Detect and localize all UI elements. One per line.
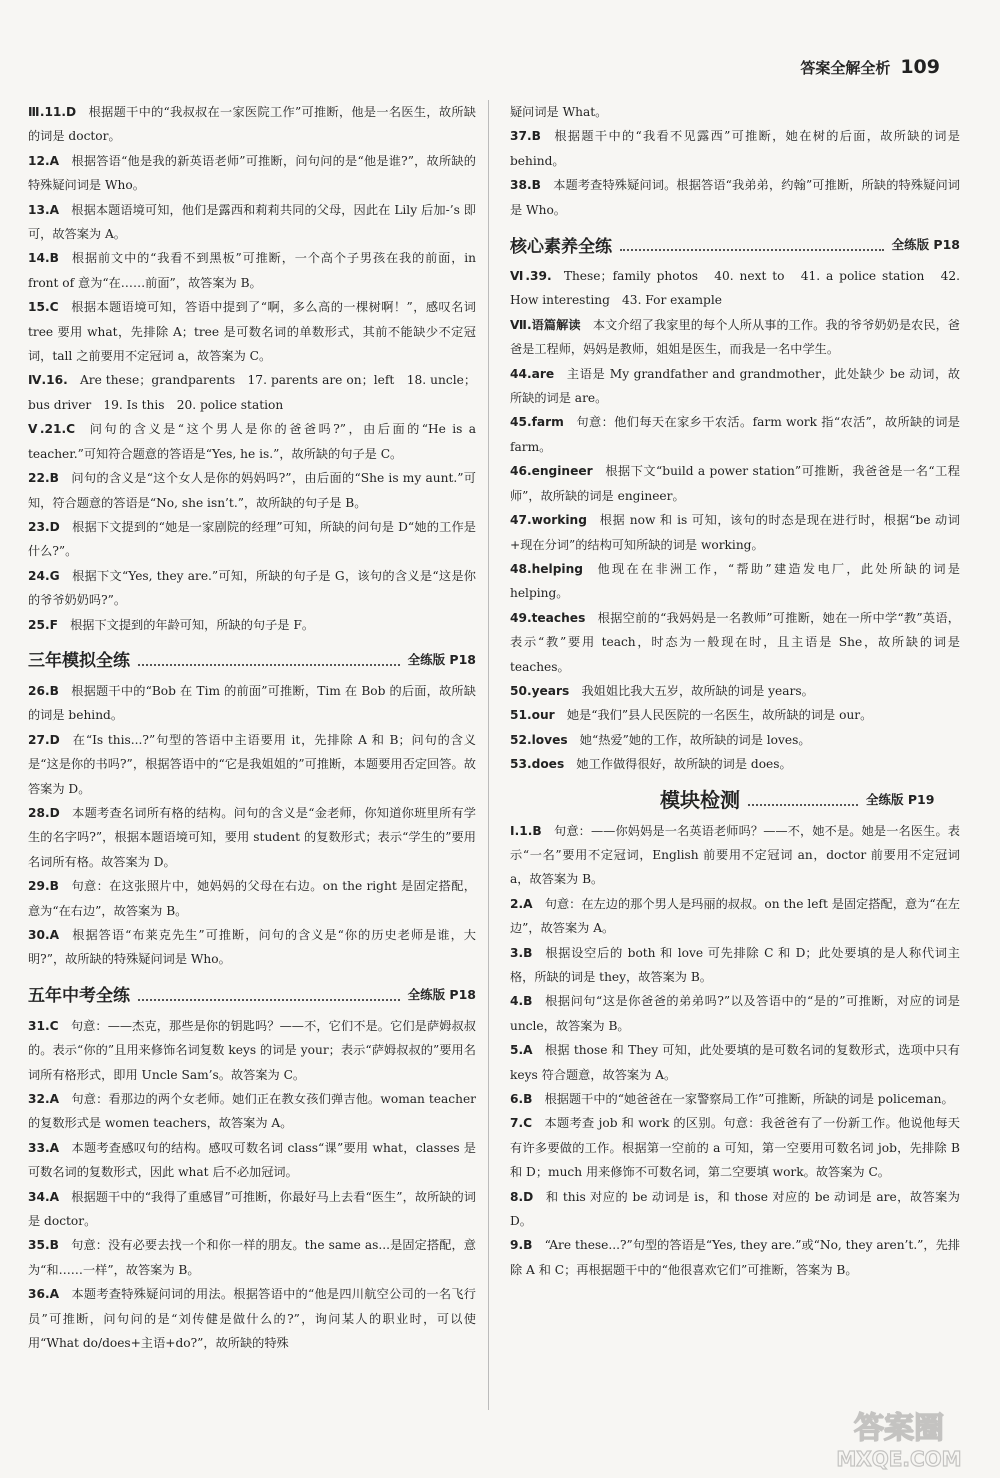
answer-explanation: 她是“我们”县人民医院的一名医生，故所缺的词是 our。: [566, 708, 873, 723]
dotted-leader: [748, 792, 858, 806]
answer-explanation: 本题考查 job 和 work 的区别。句意：我爸爸有了一份新工作。他说他每天有许多要做的工作。根据第一空前的 a 可知，第一空要用可数名词 job，先排除 B 和 D；much 用来修饰不可数名词，第二空要填 work。故答案为 C。: [510, 1116, 960, 1180]
answer-explanation: 问句的含义是“这个女人是你的妈妈吗?”，由后面的“She is my aunt.”可知，符合题意的答语是“No, she isn’t.”，故所缺的句子是 B。: [28, 471, 476, 510]
dotted-leader: [138, 987, 400, 1001]
section-source: 全练版 P18: [891, 237, 960, 253]
answer-explanation: 疑问词是 What。: [510, 105, 608, 119]
left-column: [28, 100, 476, 1356]
answer-entry: [510, 941, 960, 990]
answer-entry: [28, 246, 476, 295]
answer-explanation: 根据题干中的“她爸爸在一家警察局工作”可推断，所缺的词是 policeman。: [544, 1092, 954, 1107]
page-header: [800, 56, 940, 78]
answer-explanation: 根据空前的“我妈妈是一名教师”可推断，她在一所中学“教”英语，表示“教”要用 teach，时态为一般现在时，且主语是 She，故所缺的词是 teaches。: [510, 610, 960, 674]
answer-entry: [28, 564, 476, 613]
answer-explanation: 他现在在非洲工作，“帮助”建造发电厂，此处所缺的词是 helping。: [510, 561, 960, 601]
dotted-leader: [138, 652, 400, 666]
answer-entry: [510, 508, 960, 557]
answer-explanation: “Are these...?”句型的答语是“Yes, they are.”或“No, they aren’t.”，先排除 A 和 C；再根据题干中的“他很喜欢它们”可推断，答案为 B。: [510, 1238, 960, 1277]
section-heading: [510, 230, 960, 258]
answer-entry: [510, 1185, 960, 1234]
dotted-leader: [620, 237, 884, 251]
answer-entry: [28, 368, 476, 417]
answer-entry: [28, 923, 476, 972]
answer-explanation: 本题考查名词所有格的结构。问句的含义是“金老师，你知道你班里所有学生的名字吗?”，根据本题语境可知，要用 student 的复数形式；表示“学生的”要用名词所有格。故答案为 D。: [28, 805, 476, 869]
answer-explanation: 和 this 对应的 be 动词是 is，和 those 对应的 be 动词是 are，故答案为 D。: [510, 1189, 960, 1229]
section-source: 全练版 P19: [866, 791, 935, 807]
answer-number: 38.B: [510, 178, 541, 193]
page-number: 109: [900, 56, 940, 78]
answer-explanation: 根据设空后的 both 和 love 可先排除 C 和 D；此处要填的是人称代词主格，所缺的词是 they，故答案为 B。: [510, 945, 960, 984]
answer-entry: [28, 1014, 476, 1087]
answer-number: 4.B: [510, 994, 533, 1009]
answer-number: 37.B: [510, 129, 541, 144]
watermark-logo: [824, 1402, 974, 1472]
answer-entry: [510, 989, 960, 1038]
answer-number: 30.A: [28, 928, 60, 942]
section-heading: [28, 645, 476, 673]
answer-explanation: 句意：他们每天在家乡干农活。farm work 指“农活”，故所缺的词是 farm。: [510, 415, 960, 454]
answer-explanation: 根据下文“Yes, they are.”可知，所缺的句子是 G，该句的含义是“这是你的爷爷奶奶吗?”。: [28, 568, 476, 608]
answer-explanation: 根据下文“build a power station”可推断，我爸爸是一名“工程师”，故所缺的词是 engineer。: [510, 464, 960, 503]
answer-number: 27.D: [28, 732, 60, 747]
answer-number: 48.helping: [510, 561, 584, 576]
answer-number: 12.A: [28, 153, 60, 168]
answer-number: Ⅶ.语篇解读: [510, 317, 581, 332]
answer-explanation: 句意：看那边的两个女老师。她们正在教女孩们弹吉他。woman teacher 的复数形式是 women teachers，故答案为 A。: [28, 1092, 476, 1131]
answer-explanation: 她工作做得很好，故所缺的词是 does。: [576, 757, 792, 772]
answer-number: 23.D: [28, 519, 60, 534]
answer-entry: [510, 100, 960, 124]
answer-explanation: 在“Is this...?”句型的答语中主语要用 it，先排除 A 和 B；问句的含义是“这是你的书吗?”，根据答语中的“它是我姐姐的”可推断，本题要用否定回答。故答案为 D。: [28, 732, 476, 796]
answer-number: 44.are: [510, 366, 555, 381]
answer-entry: [28, 874, 476, 923]
answer-entry: [28, 1136, 476, 1185]
answer-entry: [28, 417, 476, 466]
answer-explanation: 根据题干中的“我得了重感冒”可推断，你最好马上去看“医生”，故所缺的词是 doctor。: [28, 1189, 476, 1229]
answer-number: 22.B: [28, 471, 59, 486]
answer-entry: [510, 124, 960, 173]
answer-entry: [510, 362, 960, 411]
answer-explanation: 根据 now 和 is 可知，该句的时态是现在进行时，根据“be 动词+现在分词”的结构可知所缺的词是 working。: [510, 513, 960, 552]
answer-explanation: 根据问句“这是你爸爸的弟弟吗?”以及答语中的“是的”可推断，对应的词是 uncle，故答案为 B。: [510, 994, 960, 1033]
answer-number: Ⅰ.1.B: [510, 823, 542, 838]
answer-number: 8.D: [510, 1189, 534, 1204]
answer-explanation: Are these；grandparents 17. parents are on；left 18. uncle；bus driver 19. Is this 20. police station: [28, 373, 477, 412]
section-title: 模块检测: [660, 788, 740, 813]
answer-explanation: 根据本题语境可知，答语中提到了“啊，多么高的一棵树啊！”，感叹名词 tree 要用 what，先排除 A；tree 是可数名词的单数形式，其前不能缺少不定冠词，tall 之前要用不定冠词 a，故答案为 C。: [28, 300, 476, 364]
answer-explanation: 本题考查特殊疑问词。根据答语“我弟弟，约翰”可推断，所缺的特殊疑问词是 Who。: [510, 178, 960, 217]
answer-explanation: 根据本题语境可知，他们是露西和莉莉共同的父母，因此在 Lily 后加-’s 即可，故答案为 A。: [28, 202, 476, 242]
section-heading: [28, 980, 476, 1008]
answer-number: 51.our: [510, 708, 555, 723]
answer-entry: [28, 515, 476, 564]
answer-entry: [510, 703, 960, 727]
answer-entry: [510, 1111, 960, 1184]
answer-explanation: 问句的含义是“这个男人是你的爸爸吗?”，由后面的“He is a teacher.”可知符合题意的答语是“Yes, he is.”，故所缺的句子是 C。: [28, 422, 477, 461]
answer-entry: [510, 1038, 960, 1087]
answer-entry: [510, 1087, 960, 1111]
answer-number: 35.B: [28, 1238, 59, 1253]
right-column: [510, 100, 960, 1282]
answer-explanation: 根据 those 和 They 可知，此处要填的是可数名词的复数形式，选项中只有 keys 符合题意，故答案为 A。: [510, 1043, 960, 1082]
section-source: 全练版 P18: [407, 651, 476, 667]
answer-entry: [28, 1282, 476, 1355]
answer-entry: [510, 410, 960, 459]
answer-entry: [28, 466, 476, 515]
answer-number: 14.B: [28, 251, 59, 266]
answer-number: 13.A: [28, 202, 60, 217]
answer-explanation: 本文介绍了我家里的每个人所从事的工作。我的爷爷奶奶是农民，爸爸是工程师，妈妈是教师，姐姐是医生，而我是一名中学生。: [510, 317, 960, 357]
answer-number: 32.A: [28, 1092, 60, 1107]
answer-number: Ⅳ.16.: [28, 373, 68, 388]
answer-number: 45.farm: [510, 415, 564, 430]
answer-entry: [28, 295, 476, 368]
answer-number: 52.loves: [510, 732, 568, 747]
header-label: 答案全解全析: [800, 59, 891, 77]
answer-entry: [28, 1185, 476, 1234]
answer-explanation: 根据下文提到的“她是一家剧院的经理”可知，所缺的问句是 D“她的工作是什么?”。: [28, 519, 476, 559]
answer-entry: [510, 264, 960, 313]
answer-number: Ⅴ.21.C: [28, 422, 76, 437]
answer-entry: [510, 313, 960, 362]
section-heading: [510, 785, 960, 813]
answer-entry: [510, 557, 960, 606]
answer-number: 49.teaches: [510, 610, 586, 625]
answer-number: 50.years: [510, 683, 570, 698]
column-divider: [488, 100, 489, 1410]
answer-number: 9.B: [510, 1238, 533, 1253]
answer-entry: [28, 613, 476, 637]
answer-entry: [28, 198, 476, 247]
answer-explanation: 根据前文中的“我看不到黑板”可推断，一个高个子男孩在我的前面，in front of 意为“在……前面”，故答案为 B。: [28, 251, 476, 290]
answer-explanation: 根据题干中的“Bob 在 Tim 的前面”可推断，Tim 在 Bob 的后面，故所缺的词是 behind。: [28, 683, 476, 723]
answer-number: 6.B: [510, 1092, 533, 1107]
answer-entry: [510, 679, 960, 703]
answer-explanation: These；family photos 40. next to 41. a police station 42. How interesting 43. For example: [510, 269, 960, 308]
answer-number: 36.A: [28, 1287, 60, 1302]
answer-number: 29.B: [28, 879, 59, 894]
answer-number: 26.B: [28, 683, 59, 698]
answer-entry: [510, 819, 960, 892]
section-title: 核心素养全练: [510, 236, 612, 257]
answer-entry: [510, 606, 960, 679]
answer-explanation: 句意：——你妈妈是一名英语老师吗？——不，她不是。她是一名医生。表示“一名”要用不定冠词，English 前要用不定冠词 an，doctor 前要用不定冠词 a，故答案为 B。: [510, 823, 960, 887]
answer-number: 28.D: [28, 805, 60, 820]
section-title: 三年模拟全练: [28, 651, 130, 672]
watermark-text: 答案圈: [854, 1411, 944, 1446]
answer-entry: [510, 892, 960, 941]
answer-entry: [28, 728, 476, 801]
answer-explanation: 句意：——杰克，那些是你的钥匙吗？——不，它们不是。它们是萨姆叔叔的。表示“你的”且用来修饰名词复数 keys 的词是 your；表示“萨姆叔叔的”要用名词所有格形式，即用 Uncle Sam’s。故答案为 C。: [28, 1018, 476, 1082]
answer-entry: [28, 149, 476, 198]
answer-number: 53.does: [510, 757, 565, 772]
answer-entry: [510, 752, 960, 776]
answer-explanation: 根据题干中的“我叔叔在一家医院工作”可推断，他是一名医生，故所缺的词是 doctor。: [28, 105, 476, 144]
answer-number: Ⅵ.39.: [510, 269, 552, 284]
answer-entry: [28, 1087, 476, 1136]
answer-explanation: 本题考查特殊疑问词的用法。根据答语中的“他是四川航空公司的一名飞行员”可推断，问句问的是“刘传健是做什么的?”，询问某人的职业时，可以使用“What do/does+主语+do?”，故所缺的特殊: [28, 1287, 476, 1351]
answer-explanation: 主语是 My grandfather and grandmother，此处缺少 be 动词，故所缺的词是 are。: [510, 366, 960, 406]
answer-entry: [28, 100, 476, 149]
answer-number: 33.A: [28, 1140, 60, 1155]
answer-entry: [510, 459, 960, 508]
answer-number: 5.A: [510, 1043, 533, 1058]
section-title: 五年中考全练: [28, 986, 130, 1007]
answer-explanation: 句意：没有必要去找一个和你一样的朋友。the same as...是固定搭配，意为“和……一样”，故答案为 B。: [28, 1238, 476, 1277]
answer-entry: [510, 728, 960, 752]
answer-number: 31.C: [28, 1018, 59, 1033]
answer-entry: [28, 679, 476, 728]
watermark-site: MXQE.COM: [836, 1447, 962, 1471]
answer-explanation: 根据答语“布莱克先生”可推断，问句的含义是“你的历史老师是谁，大明?”，故所缺的特殊疑问词是 Who。: [28, 928, 476, 967]
answer-explanation: 句意：在这张照片中，她妈妈的父母在右边。on the right 是固定搭配，意为“在右边”，故答案为 B。: [28, 879, 476, 918]
answer-entry: [510, 173, 960, 222]
section-source: 全练版 P18: [407, 986, 476, 1002]
answer-explanation: 本题考查感叹句的结构。感叹可数名词 class“课”要用 what，classes 是可数名词的复数形式，因此 what 后不必加冠词。: [28, 1140, 476, 1180]
answer-explanation: 根据下文提到的年龄可知，所缺的句子是 F。: [70, 617, 315, 632]
answer-number: 24.G: [28, 568, 60, 583]
answer-number: 15.C: [28, 300, 59, 315]
answer-number: 7.C: [510, 1116, 533, 1131]
answer-number: 46.engineer: [510, 464, 593, 479]
answer-explanation: 根据题干中的“我看不见露西”可推断，她在树的后面，故所缺的词是 behind。: [510, 129, 960, 168]
answer-number: 25.F: [28, 617, 58, 632]
answer-number: 47.working: [510, 513, 587, 528]
answer-explanation: 我姐姐比我大五岁，故所缺的词是 years。: [581, 683, 814, 698]
answer-explanation: 句意：在左边的那个男人是玛丽的叔叔。on the left 是固定搭配，意为“在左边”，故答案为 A。: [510, 896, 960, 936]
answer-number: Ⅲ.11.D: [28, 105, 77, 119]
answer-number: 3.B: [510, 945, 533, 960]
answer-number: 34.A: [28, 1189, 60, 1204]
answer-number: 2.A: [510, 896, 533, 911]
answer-entry: [28, 1233, 476, 1282]
answer-explanation: 她“热爱”她的工作，故所缺的词是 loves。: [579, 732, 811, 747]
answer-entry: [510, 1233, 960, 1282]
answer-explanation: 根据答语“他是我的新英语老师”可推断，问句问的是“他是谁?”，故所缺的特殊疑问词是 Who。: [28, 153, 476, 193]
answer-entry: [28, 801, 476, 874]
